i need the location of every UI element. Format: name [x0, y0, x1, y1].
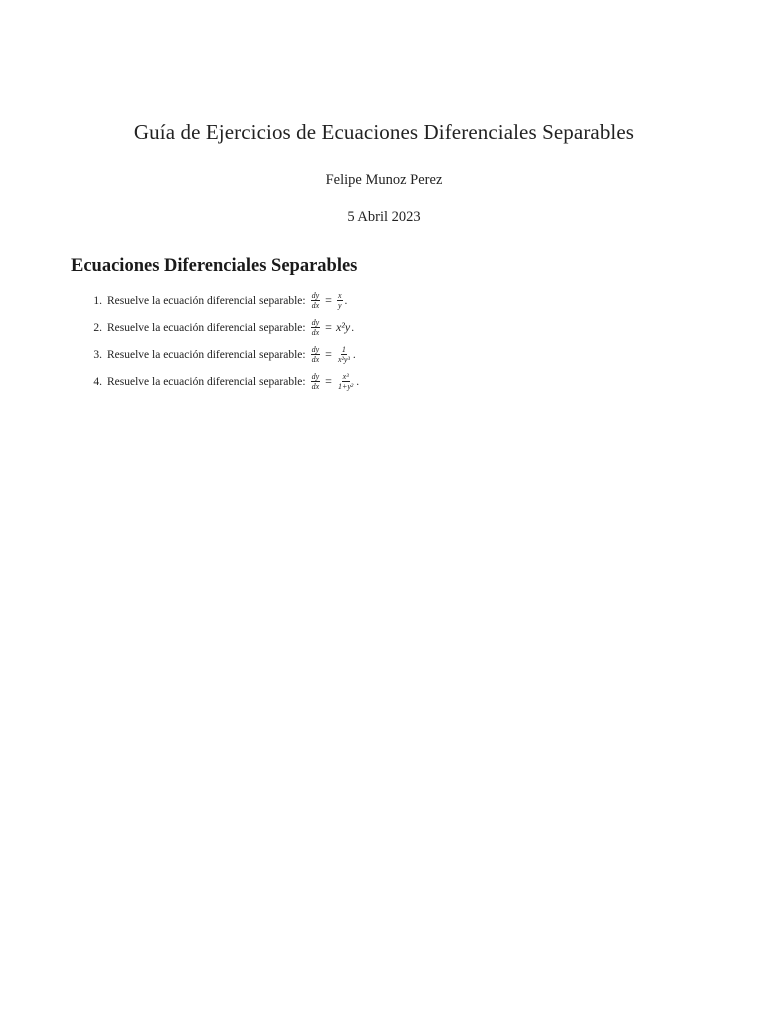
equation: $\frac{dy}{dx}$ = x²y .: [311, 318, 355, 337]
exercise-item-4: [84, 368, 359, 395]
exercise-item-1: [84, 287, 359, 314]
lhs-fraction: $\frac{dy}{dx}$: [311, 372, 320, 391]
exercise-text: Resuelve la ecuación diferencial separable:: [107, 321, 306, 334]
lhs-fraction: $\frac{dy}{dx}$: [311, 291, 320, 310]
exercise-number: 3.: [93, 348, 102, 361]
document-title: Guía de Ejercicios de Ecuaciones Diferenciales Separables: [133, 120, 635, 144]
section-heading: Ecuaciones Diferenciales Separables: [71, 256, 358, 276]
exercise-list: [84, 287, 359, 395]
rhs-fraction: $\frac{1}{\text{x²y³}}$: [337, 345, 350, 364]
document-date: 5 Abril 2023: [347, 209, 421, 225]
exercise-number: 4.: [93, 375, 102, 388]
exercise-number: 1.: [93, 294, 102, 307]
equation: $\frac{dy}{dx}$ = $\frac{1}{\text{x²y³}}$ .: [311, 345, 356, 364]
equation: $\frac{dy}{dx}$ = $\frac{\text{x³}}{\text{1+y²}}$ .: [311, 372, 360, 391]
document-author: Felipe Munoz Perez: [325, 172, 443, 188]
equation: $\frac{dy}{dx}$ = $\frac{x}{y}$ .: [311, 291, 348, 310]
lhs-fraction: $\frac{dy}{dx}$: [311, 345, 320, 364]
rhs-fraction: $\frac{x}{y}$: [337, 291, 342, 310]
exercise-item-3: [84, 341, 359, 368]
exercise-text: Resuelve la ecuación diferencial separable:: [107, 348, 306, 361]
exercise-text: Resuelve la ecuación diferencial separable:: [107, 294, 306, 307]
lhs-fraction: $\frac{dy}{dx}$: [311, 318, 320, 337]
exercise-item-2: [84, 314, 359, 341]
exercise-number: 2.: [93, 321, 102, 334]
rhs-expression: x²y: [335, 320, 351, 334]
rhs-fraction: $\frac{\text{x³}}{\text{1+y²}}$: [337, 372, 354, 391]
exercise-text: Resuelve la ecuación diferencial separable:: [107, 375, 306, 388]
